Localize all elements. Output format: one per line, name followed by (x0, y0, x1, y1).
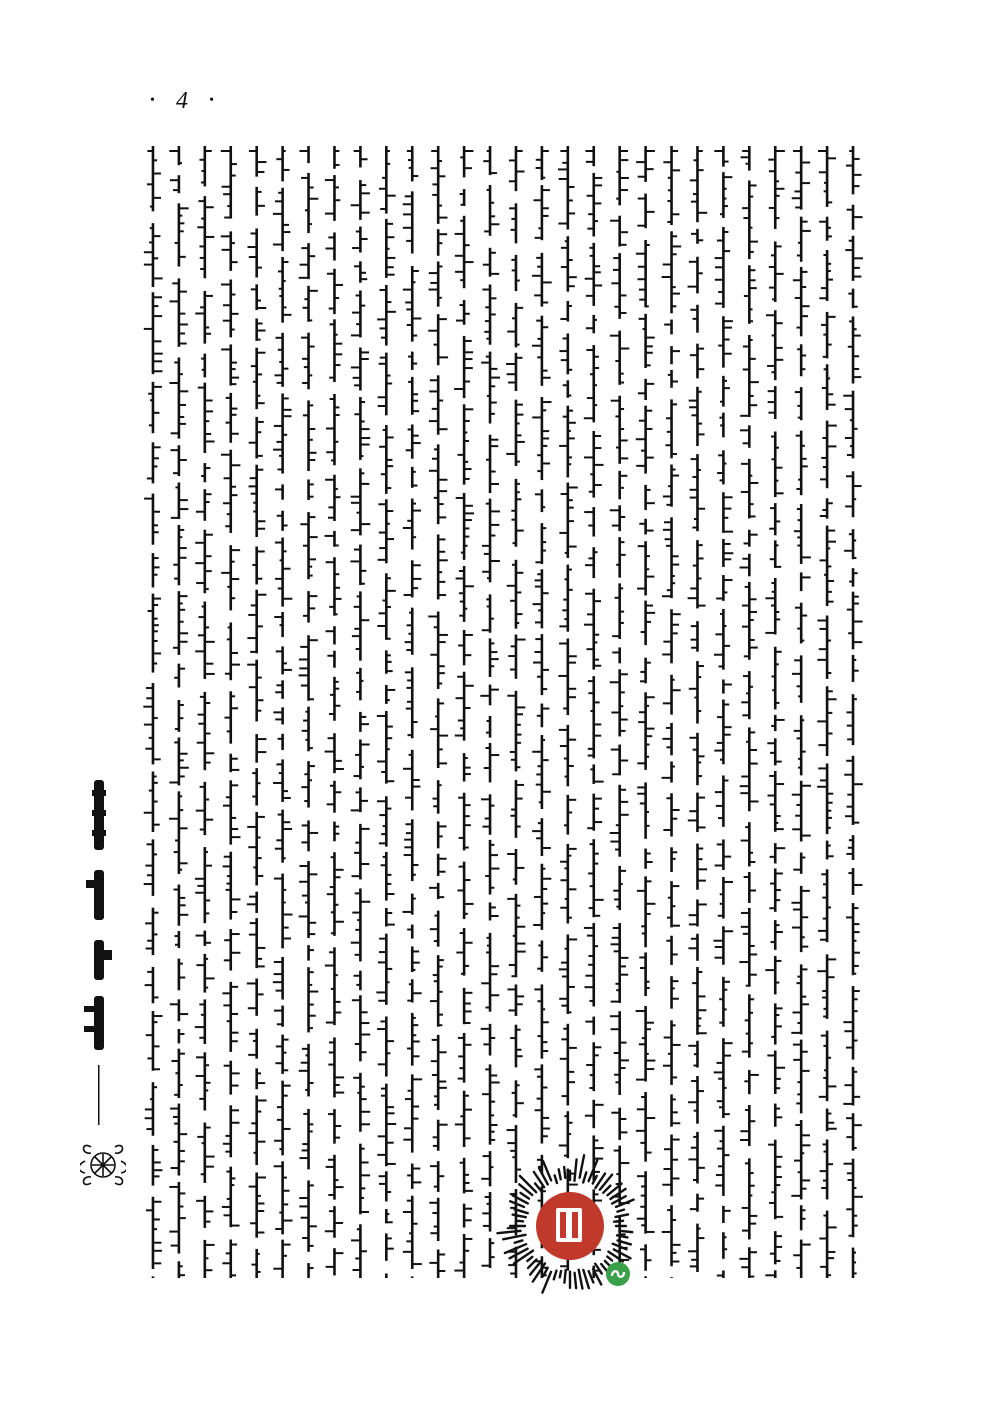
page-number-dot-left: • (150, 93, 155, 108)
text-column (714, 146, 734, 1278)
qr-code[interactable] (494, 1150, 646, 1302)
text-column (610, 146, 630, 1272)
text-column (299, 146, 319, 1278)
running-header-glyphs (80, 780, 126, 1200)
text-column (195, 146, 215, 1278)
text-column (688, 146, 708, 1272)
text-column (584, 146, 604, 1278)
text-column (532, 146, 552, 1278)
text-column (636, 146, 656, 1278)
mongolian-text-body (140, 142, 866, 1282)
text-column (843, 146, 863, 1278)
text-column (454, 146, 474, 1278)
mongolian-text-columns (140, 142, 866, 1282)
text-column (221, 146, 241, 1278)
text-column (480, 146, 500, 1268)
text-column (247, 146, 267, 1278)
text-column (765, 146, 785, 1278)
text-column (739, 146, 758, 1278)
endless-knot-ornament-icon (80, 1145, 126, 1184)
text-column (791, 146, 811, 1278)
text-column (169, 146, 189, 1278)
running-header (80, 780, 126, 1200)
text-column (376, 146, 396, 1278)
qr-code-icon[interactable] (494, 1150, 646, 1302)
text-column (817, 146, 837, 1278)
text-column (325, 146, 345, 1275)
text-column (662, 146, 682, 1278)
text-column (273, 146, 293, 1278)
page-number (150, 86, 214, 116)
page-number-value: 4 (176, 87, 188, 114)
text-column (428, 146, 448, 1278)
text-column (506, 146, 526, 1278)
text-column (350, 146, 370, 1278)
text-column (558, 146, 578, 1271)
text-column (403, 146, 423, 1278)
text-column (143, 146, 162, 1278)
page-number-dot-right: • (209, 93, 214, 108)
